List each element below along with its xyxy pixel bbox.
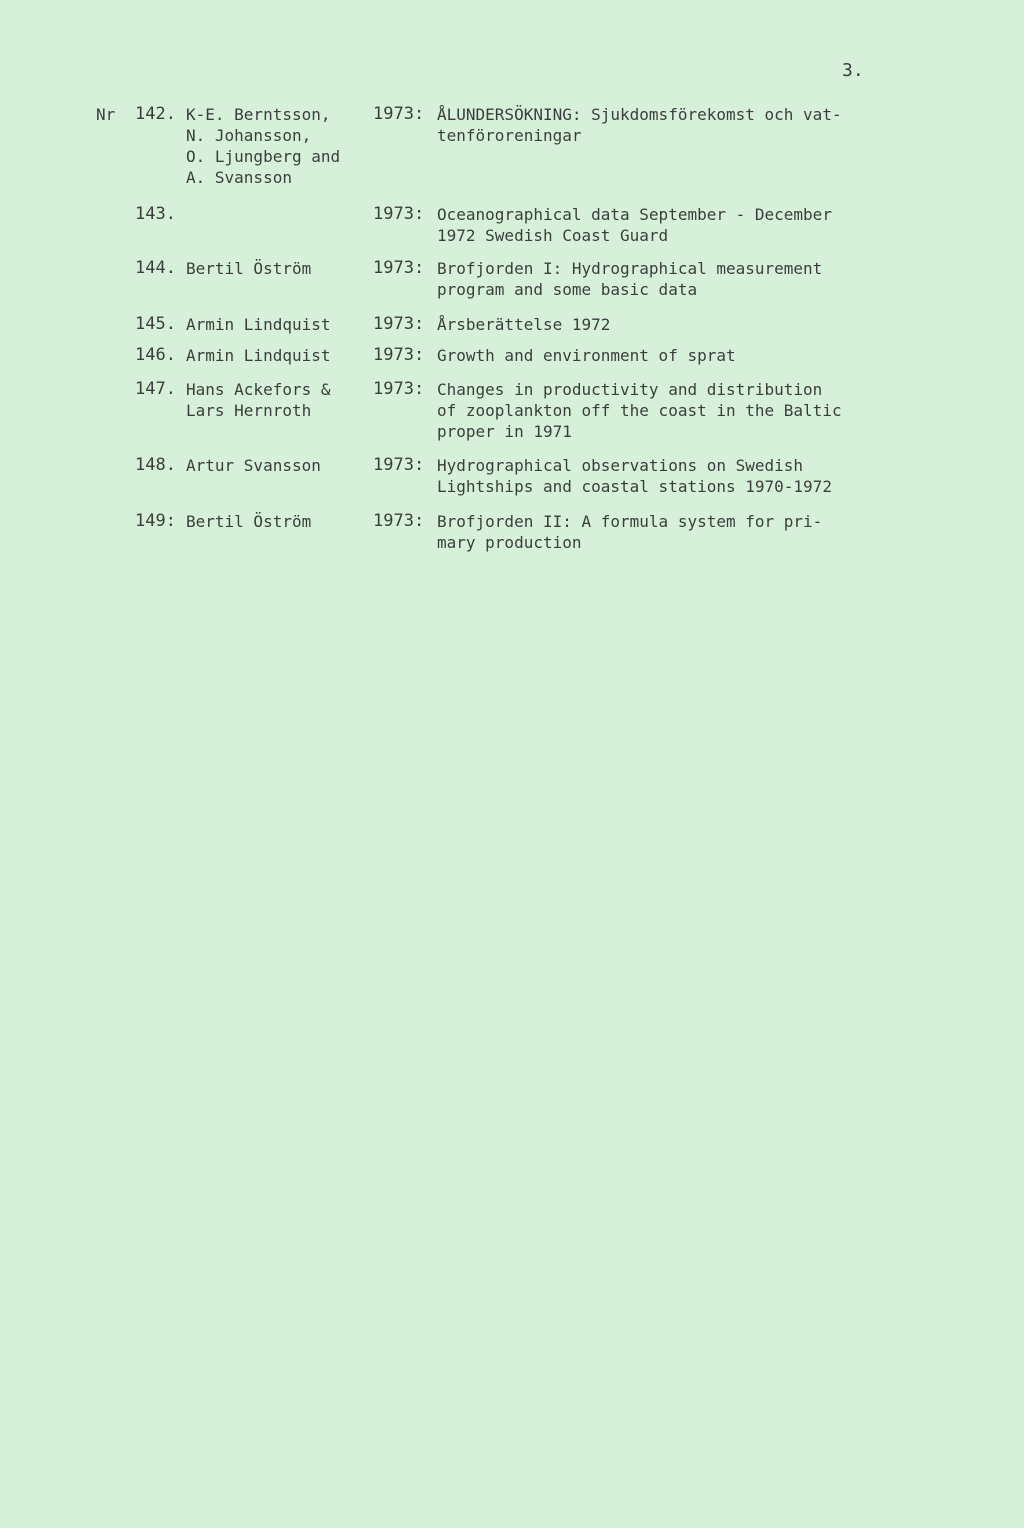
entry-title: Brofjorden II: A formula system for pri- mary production [437,512,823,552]
entry-number: 149: [135,511,176,531]
entry-title: Brofjorden I: Hydrographical measurement program and some basic data [437,259,823,299]
entry-number: 144. [135,258,176,278]
entry-title: Changes in productivity and distribution of zooplankton off the coast in the Baltic proper in 1971 [437,380,842,441]
entry-year: 1973: [373,345,425,365]
entry-number: 146. [135,345,176,365]
entry-number: 147. [135,379,176,399]
entry-title: ÅLUNDERSÖKNING: Sjukdomsförekomst och vat- tenföroreningar [437,105,842,145]
entry-year: 1973: [373,379,425,399]
entry-number: 143. [135,204,176,224]
entry-number: 148. [135,455,176,475]
entry-title: Oceanographical data September - December 1972 Swedish Coast Guard [437,205,832,245]
entry-year: 1973: [373,455,425,475]
entry-number: 142. [135,104,176,124]
page-number: 3. [842,60,864,81]
entry-number: 145. [135,314,176,334]
entry-year: 1973: [373,104,425,124]
entry-author: K-E. Berntsson, N. Johansson, O. Ljungberg and A. Svansson [186,105,341,187]
entry-title: Growth and environment of sprat [437,346,736,365]
entry-author: Hans Ackefors & Lars Hernroth [186,380,331,420]
entry-year: 1973: [373,258,425,278]
entry-author: Artur Svansson [186,456,321,475]
entry-author: Bertil Öström [186,512,312,531]
entry-author: Armin Lindquist [186,315,331,334]
entry-title: Årsberättelse 1972 [437,315,611,334]
entry-year: 1973: [373,314,425,334]
entry-author: Armin Lindquist [186,346,331,365]
entry-year: 1973: [373,204,425,224]
entry-year: 1973: [373,511,425,531]
entry-title: Hydrographical observations on Swedish Lightships and coastal stations 1970-1972 [437,456,832,496]
entry-author: Bertil Öström [186,259,312,278]
nr-column-label: Nr [96,105,116,124]
